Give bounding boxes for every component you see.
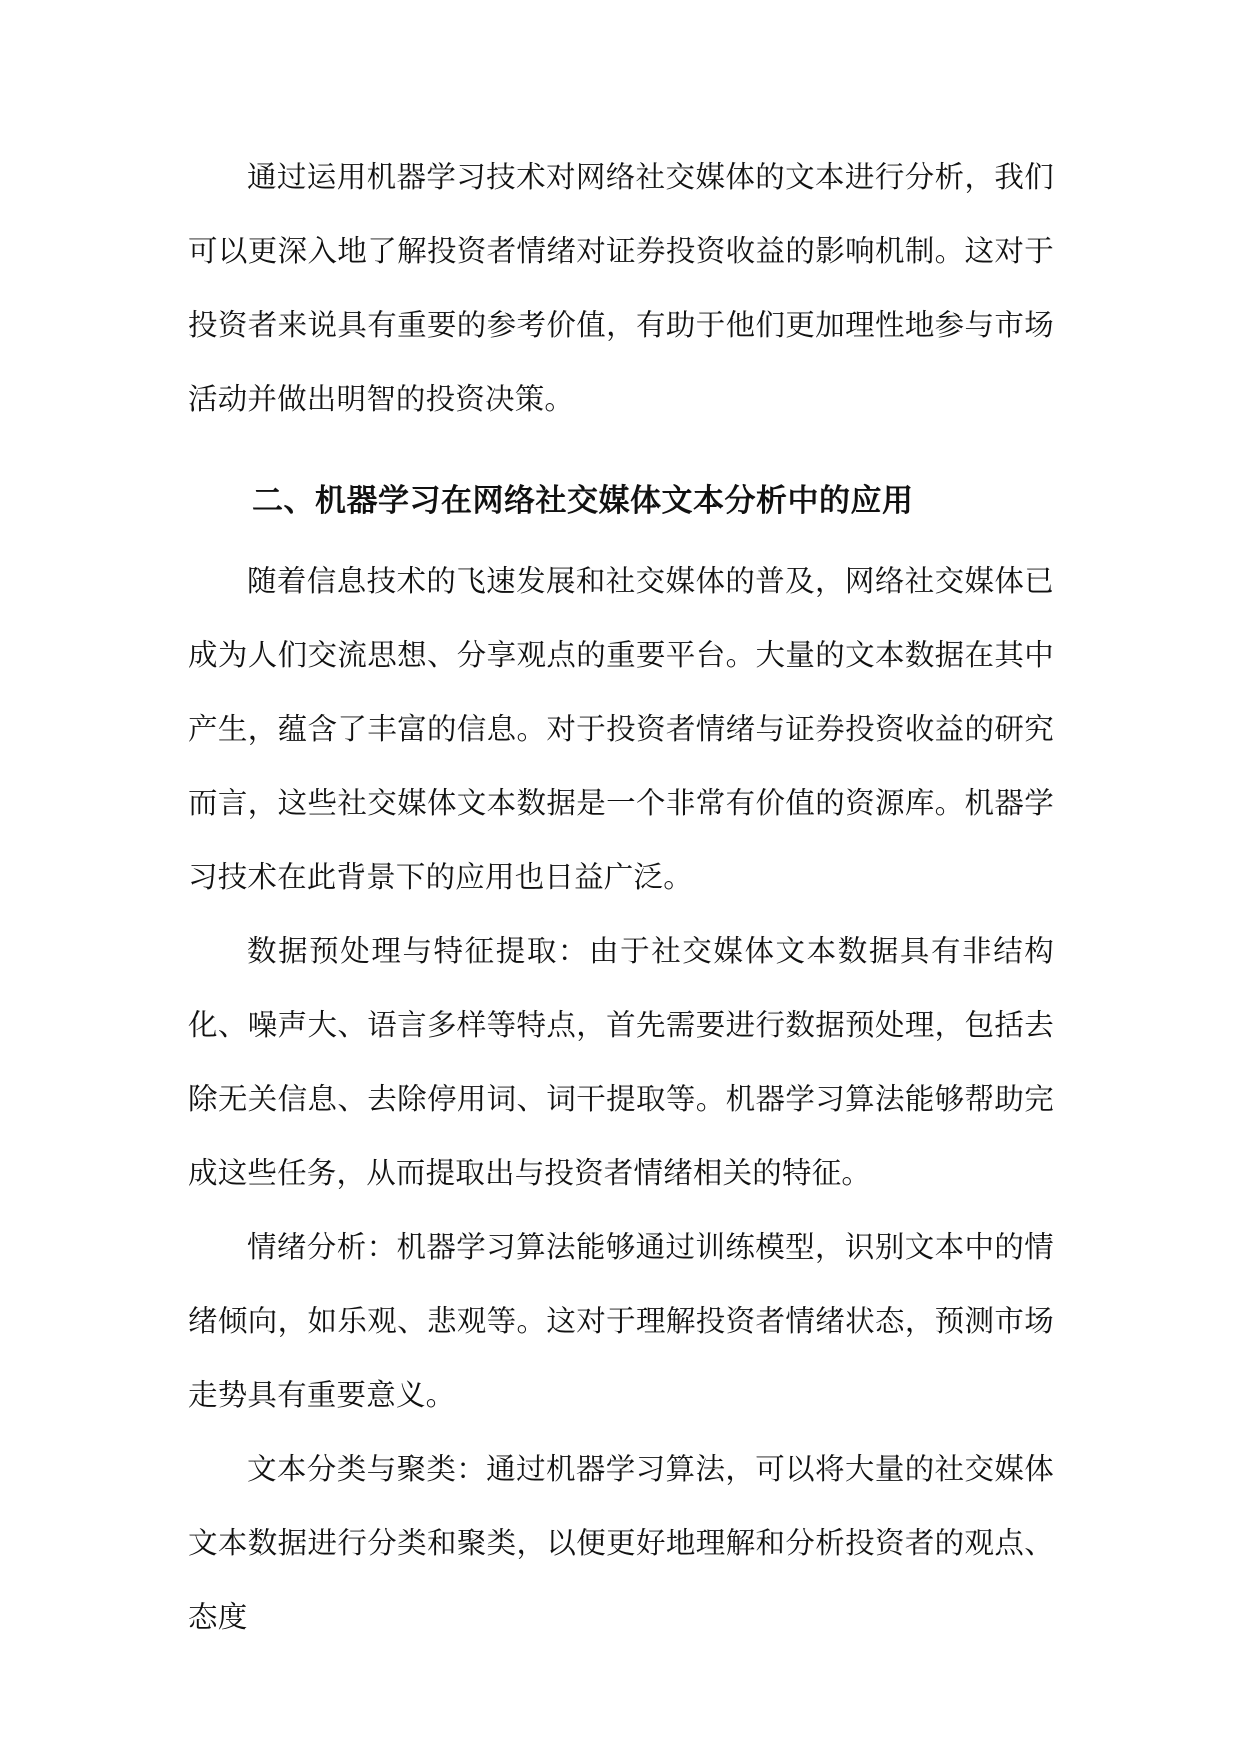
section-heading: 二、机器学习在网络社交媒体文本分析中的应用 (252, 483, 914, 519)
paragraph-preprocessing: 数据预处理与特征提取：由于社交媒体文本数据具有非结构化、噪声大、语言多样等特点，首先需要进行数据预处理，包括去除无关信息、去除停用词、词干提取等。机器学习算法能够帮助完成这些任务，从而提取出与投资者情绪相关的特征。 (188, 934, 1054, 1190)
paragraph-intro-conclusion: 通过运用机器学习技术对网络社交媒体的文本进行分析，我们可以更深入地了解投资者情绪对证券投资收益的影响机制。这对于投资者来说具有重要的参考价值，有助于他们更加理性地参与市场活动并做出明智的投资决策。 (188, 160, 1054, 416)
paragraph-classification-clustering: 文本分类与聚类：通过机器学习算法，可以将大量的社交媒体文本数据进行分类和聚类，以便更好地理解和分析投资者的观点、态度 (188, 1452, 1054, 1634)
paragraph-background: 随着信息技术的飞速发展和社交媒体的普及，网络社交媒体已成为人们交流思想、分享观点的重要平台。大量的文本数据在其中产生，蕴含了丰富的信息。对于投资者情绪与证券投资收益的研究而言，这些社交媒体文本数据是一个非常有价值的资源库。机器学习技术在此背景下的应用也日益广泛。 (188, 564, 1054, 894)
document-body (188, 140, 1054, 1654)
paragraph-sentiment-analysis: 情绪分析：机器学习算法能够通过训练模型，识别文本中的情绪倾向，如乐观、悲观等。这对于理解投资者情绪状态，预测市场走势具有重要意义。 (188, 1230, 1054, 1412)
